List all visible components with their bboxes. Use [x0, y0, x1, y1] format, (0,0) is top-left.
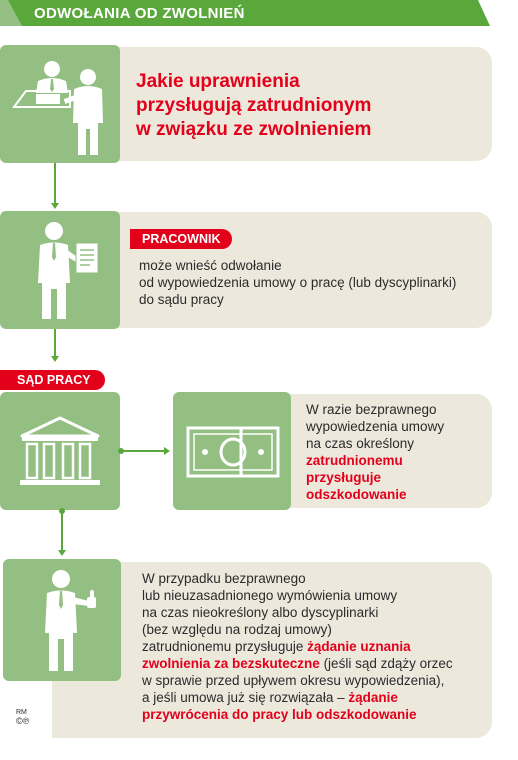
employee-text-line: może wnieść odwołanie	[139, 258, 282, 273]
court-icon-box	[0, 392, 120, 510]
connector-line	[61, 511, 63, 551]
indefinite-red: żądanie uznania	[307, 639, 411, 654]
header-title: ODWOŁANIA OD ZWOLNIEŃ	[34, 5, 245, 22]
indefinite-line: na czas nieokreślony albo dyscyplinarki	[142, 605, 379, 620]
indefinite-red: żądanie	[348, 690, 398, 705]
fixed-term-red-line: zatrudnionemu	[306, 453, 403, 468]
fixed-term-text	[306, 401, 486, 503]
fixed-term-line: na czas określony	[306, 436, 415, 451]
indefinite-red: przywrócenia do pracy lub odszkodowanie	[142, 707, 417, 722]
indefinite-red: zwolnienia za bezskuteczne	[142, 656, 320, 671]
employee-icon-box	[0, 211, 120, 329]
connector-arrow	[164, 447, 170, 455]
connector-line	[120, 450, 166, 452]
credits	[16, 708, 29, 726]
connector-dot	[118, 448, 124, 454]
employee-tag: PRACOWNIK	[130, 229, 232, 249]
employee-text	[139, 257, 489, 308]
indefinite-normal: zatrudnionemu przysługuje	[142, 639, 308, 654]
fixed-term-line: W razie bezprawnego	[306, 402, 437, 417]
indefinite-line	[142, 689, 492, 706]
indefinite-text	[142, 570, 492, 723]
indefinite-line: w sprawie przed upływem okresu wypowiedzenia),	[142, 673, 445, 688]
money-icon-box	[173, 392, 291, 510]
man-with-document-icon	[0, 211, 120, 329]
intro-icon-box	[0, 45, 120, 163]
indefinite-line: (bez względu na rodzaj umowy)	[142, 622, 332, 637]
indefinite-icon-box	[3, 559, 121, 681]
intro-title-line: w związku ze zwolnieniem	[136, 119, 372, 140]
connector-arrow	[51, 356, 59, 362]
indefinite-line	[142, 706, 492, 723]
employee-text-line: do sądu pracy	[139, 292, 224, 307]
connector-line	[54, 329, 56, 357]
connector-arrow	[51, 203, 59, 209]
fixed-term-red-line: przysługuje	[306, 470, 382, 485]
fixed-term-red-line: odszkodowanie	[306, 487, 407, 502]
connector-line	[54, 163, 56, 203]
connector-arrow	[58, 550, 66, 556]
court-tag: SĄD PRACY	[0, 370, 105, 390]
man-thumbs-up-icon	[3, 559, 121, 681]
courthouse-icon	[0, 392, 120, 510]
intro-title-line: Jakie uprawnienia	[136, 71, 300, 92]
header-banner	[0, 0, 490, 26]
credits-mark: ©℗	[16, 716, 30, 726]
indefinite-normal: a jeśli umowa już się rozwiązała –	[142, 690, 349, 705]
meeting-at-desk-icon	[0, 45, 120, 163]
intro-title-line: przysługują zatrudnionym	[136, 95, 372, 116]
indefinite-normal: (jeśli sąd zdąży orzec	[319, 656, 453, 671]
indefinite-line	[142, 655, 492, 672]
indefinite-line	[142, 638, 492, 655]
credits-author: RM	[16, 709, 27, 716]
employee-text-line: od wypowiedzenia umowy o pracę (lub dyscyplinarki)	[139, 275, 457, 290]
fixed-term-line: wypowiedzenia umowy	[306, 419, 445, 434]
intro-title	[136, 70, 476, 142]
indefinite-line: W przypadku bezprawnego	[142, 571, 306, 586]
banknote-icon	[173, 392, 291, 510]
indefinite-line: lub nieuzasadnionego wymówienia umowy	[142, 588, 398, 603]
